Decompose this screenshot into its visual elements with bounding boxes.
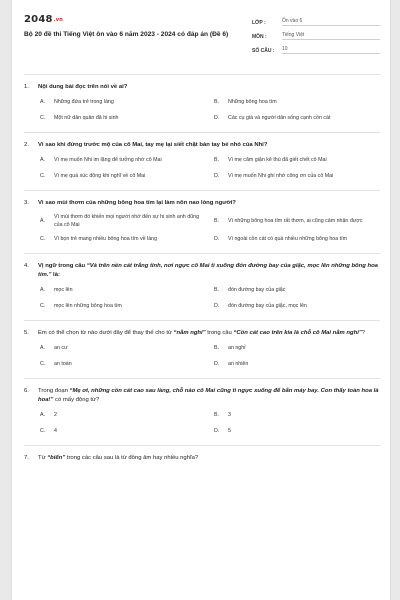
option-text: Vì mẹ quá xúc động khi nghĩ về cô Mai xyxy=(54,172,146,179)
option-text: Một nữ dân quân đã hi sinh xyxy=(54,114,119,121)
question-6 xyxy=(12,387,390,443)
option-letter: B. xyxy=(214,287,220,294)
question-5 xyxy=(12,329,390,376)
question-number: 1. xyxy=(24,84,29,90)
option-d[interactable] xyxy=(214,114,380,124)
option-letter: D. xyxy=(214,236,220,243)
option-letter: C. xyxy=(40,236,46,243)
option-letter: C. xyxy=(40,172,46,179)
option-b[interactable] xyxy=(214,344,380,354)
question-text xyxy=(38,262,380,280)
option-letter: D. xyxy=(214,172,220,179)
option-letter: B. xyxy=(214,345,220,352)
document-header xyxy=(12,0,390,64)
option-text: an cư xyxy=(54,345,68,352)
option-text: Vì những bông hoa tím rất thơm, ai cũng cảm nhận được xyxy=(228,217,363,224)
option-letter: A. xyxy=(40,98,46,105)
meta-key: LỚP : xyxy=(252,20,266,26)
question-text-part: Từ xyxy=(38,454,48,461)
option-letter: C. xyxy=(40,361,46,368)
option-letter: D. xyxy=(214,114,220,121)
question-number: 4. xyxy=(24,263,29,270)
option-a[interactable] xyxy=(40,156,206,166)
options xyxy=(24,286,380,318)
quoted-word: “biển” xyxy=(47,454,66,461)
option-b[interactable] xyxy=(214,156,380,166)
question-text-part: ? xyxy=(361,330,366,337)
quoted-sentence: “Cồn cát cao trên kia là chỗ cô Mai nằm nghỉ” xyxy=(233,330,362,337)
option-letter: D. xyxy=(214,427,220,434)
option-text: mọc lên những bông hoa tím xyxy=(54,303,122,310)
option-text: an toàn xyxy=(54,361,72,368)
option-c[interactable] xyxy=(40,302,206,312)
option-text: đón đường bay của giặc xyxy=(228,287,286,294)
option-letter: A. xyxy=(40,345,46,352)
option-c[interactable] xyxy=(40,114,206,124)
option-letter: B. xyxy=(214,217,220,224)
options xyxy=(24,98,380,130)
meta-class xyxy=(252,14,380,26)
divider xyxy=(24,320,380,321)
option-letter: C. xyxy=(40,427,46,434)
divider xyxy=(24,445,380,446)
options xyxy=(24,344,380,376)
option-letter: D. xyxy=(214,361,220,368)
option-a[interactable] xyxy=(40,286,206,296)
question-text xyxy=(38,454,380,463)
divider xyxy=(24,253,380,254)
option-a[interactable] xyxy=(40,411,206,421)
question-text xyxy=(38,329,380,338)
quoted-sentence: “Và trên nền cát trắng tinh, nơi ngực cô Mai tì xuống đón đường bay của giặc, mọc lên những bông hoa tím.” xyxy=(38,263,378,279)
question-number: 2. xyxy=(24,141,29,148)
options xyxy=(24,411,380,443)
question-4 xyxy=(12,262,390,318)
option-text: Những bông hoa tím xyxy=(228,98,277,105)
option-d[interactable] xyxy=(214,235,380,245)
option-b[interactable] xyxy=(214,286,380,296)
option-d[interactable] xyxy=(214,302,380,312)
meta-subject xyxy=(252,28,380,40)
option-d[interactable] xyxy=(214,172,380,182)
option-letter: C. xyxy=(40,303,46,310)
option-letter: C. xyxy=(40,114,46,121)
quoted-word: “nằm nghỉ” xyxy=(173,330,206,337)
meta-panel xyxy=(252,14,380,56)
meta-count xyxy=(252,42,380,54)
option-text: an nhiên xyxy=(228,361,249,368)
question-text: Nội dung bài đọc trên nói về ai? xyxy=(38,84,128,90)
option-letter: A. xyxy=(40,156,46,163)
option-d[interactable] xyxy=(214,427,380,437)
quoted-passage: “Mẹ ơi, những cồn cát cao sau làng, chỗ nào cô Mai cũng tì ngực xuống để bắn máy bay. Con thấy toàn hoa là hoa!” xyxy=(38,388,379,403)
question-number: 3. xyxy=(24,199,29,206)
page-title: Bộ 20 đề thi Tiếng Việt ôn vào 6 năm 2023 - 2024 có đáp án (Đề 6) xyxy=(24,31,229,38)
option-d[interactable] xyxy=(214,360,380,370)
option-b[interactable] xyxy=(214,98,380,108)
option-letter: A. xyxy=(40,411,46,418)
option-letter: A. xyxy=(40,217,46,224)
option-a[interactable] xyxy=(40,98,206,108)
option-text: 4 xyxy=(54,427,57,434)
option-c[interactable] xyxy=(40,172,206,182)
option-text: an nghỉ xyxy=(228,345,246,352)
option-c[interactable] xyxy=(40,427,206,437)
meta-key: SỐ CÂU : xyxy=(252,48,275,54)
option-text: Vì mẹ căm giận kẻ thù đã giết chết cô Mai xyxy=(228,156,327,163)
option-text: Vì mẹ muốn Nhi ghi nhớ công ơn của cô Mai xyxy=(228,172,334,179)
option-c[interactable] xyxy=(40,235,206,245)
logo-tld: .vn xyxy=(53,17,63,23)
option-text: Vì mẹ muốn Nhi im lặng để tưởng nhớ cô Mai xyxy=(54,156,162,163)
divider xyxy=(24,132,380,133)
option-letter: B. xyxy=(214,411,220,418)
divider xyxy=(24,378,380,379)
option-text: Vì mùi thơm đó khiến mọi người nhớ đến sự hi sinh anh dũng của cô Mai xyxy=(54,213,200,228)
option-a[interactable] xyxy=(40,344,206,354)
question-text-part: trong các câu sau là từ đồng âm hay nhiều nghĩa? xyxy=(65,454,199,461)
question-number: 7. xyxy=(24,454,29,461)
question-7 xyxy=(12,454,390,463)
question-text-part: Vị ngữ trong câu xyxy=(38,263,87,270)
option-text: đón đường bay của giặc, mọc lên xyxy=(228,303,307,310)
question-text: Vì sao khi đứng trước mộ của cô Mai, tay mẹ lại siết chặt bàn tay bé nhỏ của Nhi? xyxy=(38,141,268,148)
option-c[interactable] xyxy=(40,360,206,370)
option-text: Các cụ già và người dân sống cạnh cồn cát xyxy=(228,114,331,121)
option-text: 5 xyxy=(228,427,231,434)
option-a[interactable] xyxy=(40,214,206,230)
meta-value: 10 xyxy=(282,46,380,54)
question-2 xyxy=(12,141,390,188)
option-b[interactable] xyxy=(214,411,380,421)
question-text-part: có mấy động từ? xyxy=(53,396,100,403)
option-text: Vì ngoài cồn cát có quá nhiều những bông hoa tím xyxy=(228,236,347,243)
options xyxy=(24,214,380,252)
question-number: 5. xyxy=(24,330,29,337)
option-text: 2 xyxy=(54,411,57,418)
question-text-part: là: xyxy=(51,272,60,279)
option-letter: D. xyxy=(214,303,220,310)
meta-key: MÔN : xyxy=(252,34,267,40)
question-text xyxy=(38,387,380,405)
option-letter: B. xyxy=(214,156,220,163)
question-number: 6. xyxy=(24,388,29,395)
divider xyxy=(24,74,380,75)
question-text-part: Trong đoạn xyxy=(38,388,70,395)
question-text-part: trong câu xyxy=(205,330,234,337)
option-text: mọc lên xyxy=(54,287,73,294)
option-letter: A. xyxy=(40,287,46,294)
divider xyxy=(24,190,380,191)
meta-value: Ôn vào 6 xyxy=(282,18,380,26)
document-page xyxy=(12,0,390,600)
question-3 xyxy=(12,199,390,252)
question-text: Vì sao mùi thơm của những bông hoa tím lại làm nôn nao lòng người? xyxy=(38,199,236,206)
question-text-part: Em có thể chọn từ nào dưới đây để thay thế cho từ xyxy=(38,330,174,337)
meta-value: Tiếng Việt xyxy=(282,32,380,40)
option-text: Vì bọn trẻ mang nhiều bông hoa tím về làng xyxy=(54,236,158,243)
option-b[interactable] xyxy=(214,214,380,230)
option-letter: B. xyxy=(214,98,220,105)
option-text: 3 xyxy=(228,411,231,418)
question-1 xyxy=(12,83,390,130)
logo-text: 2048 xyxy=(24,14,53,25)
options xyxy=(24,156,380,188)
option-text: Những đứa trẻ trong làng xyxy=(54,98,114,105)
